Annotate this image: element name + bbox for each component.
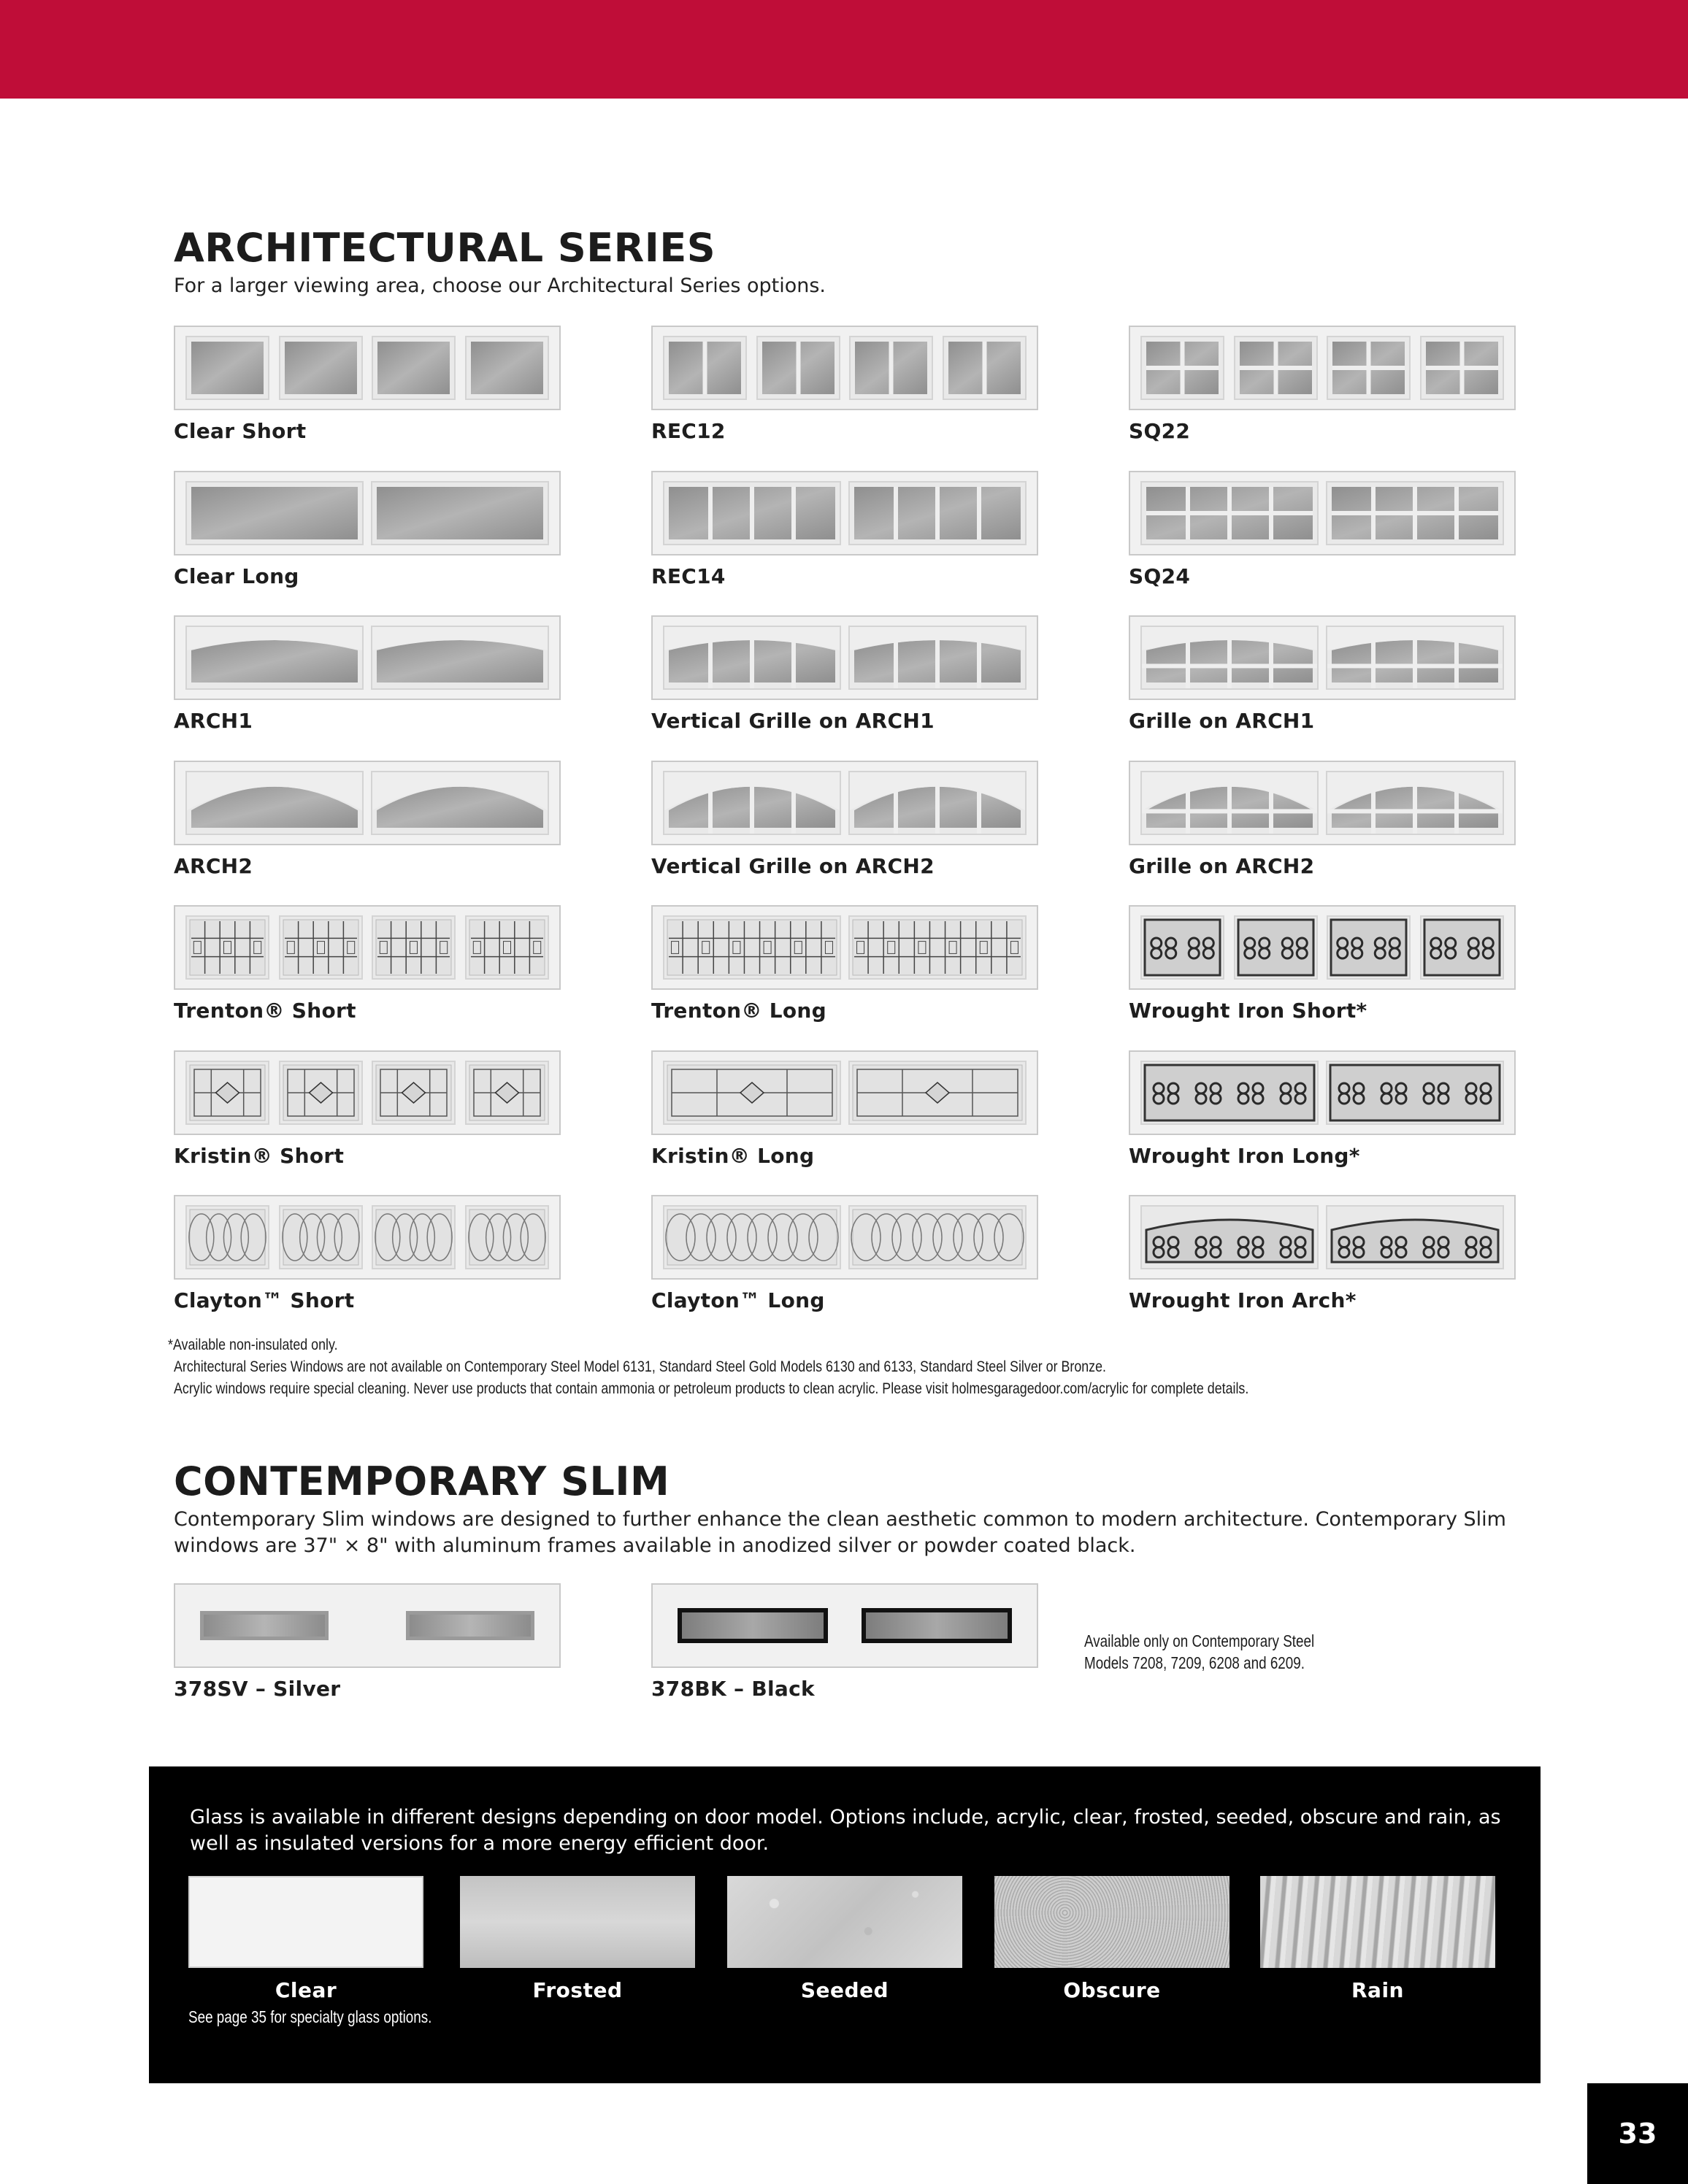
silver-slim-window-icon — [406, 1611, 534, 1640]
clayton-long-window-icon — [663, 1205, 841, 1269]
frosted-glass-swatch-icon — [460, 1876, 695, 1968]
window-option-panel — [1129, 326, 1516, 410]
arch1-window-icon — [371, 626, 549, 690]
clear-short-window-icon — [465, 336, 549, 400]
window-option-panel — [174, 615, 561, 700]
window-option-panel — [174, 1195, 561, 1280]
window-option — [174, 326, 563, 443]
wrought-iron-short-window-icon — [1327, 915, 1411, 980]
window-option-panel — [651, 1195, 1038, 1280]
obscure-glass-swatch-icon — [994, 1876, 1229, 1968]
window-option-panel — [1129, 1050, 1516, 1135]
window-option-label: Wrought Iron Long* — [1129, 1143, 1360, 1168]
black-slim-window-icon — [862, 1608, 1012, 1643]
window-option-panel — [651, 326, 1038, 410]
window-option-panel — [651, 905, 1038, 990]
slim-window-silver — [174, 1583, 563, 1701]
wrought-iron-long-window-icon — [1140, 1061, 1319, 1125]
silver-slim-window-icon — [200, 1611, 329, 1640]
kristin-long-window-icon — [848, 1061, 1027, 1125]
rain-glass-label: Rain — [1351, 1978, 1404, 2002]
window-option-label: Kristin® Long — [651, 1143, 815, 1168]
clayton-short-window-icon — [465, 1205, 549, 1269]
obscure-glass-label: Obscure — [1063, 1978, 1161, 2002]
window-option — [174, 615, 563, 733]
wrought-iron-short-window-icon — [1140, 915, 1224, 980]
rec12-window-icon — [943, 336, 1027, 400]
grille-arch1-window-icon — [1326, 626, 1504, 690]
sq22-window-icon — [1140, 336, 1224, 400]
window-option — [1129, 1195, 1518, 1312]
slim-window-silver-label: 378SV – Silver — [174, 1677, 341, 1701]
window-option — [1129, 905, 1518, 1023]
slim-availability-line-1: Available only on Contemporary Steel — [1084, 1631, 1315, 1650]
window-option-label: Trenton® Long — [651, 999, 827, 1023]
window-option — [651, 1050, 1040, 1168]
window-option — [651, 615, 1040, 733]
rain-glass-swatch-icon — [1260, 1876, 1495, 1968]
window-option-label: Vertical Grille on ARCH1 — [651, 709, 935, 733]
vertical-grille-arch2-window-icon — [663, 771, 841, 835]
window-option — [174, 905, 563, 1023]
window-option-panel — [1129, 1195, 1516, 1280]
grille-arch2-window-icon — [1326, 771, 1504, 835]
window-option — [1129, 471, 1518, 588]
window-option — [174, 761, 563, 878]
window-option-panel — [174, 761, 561, 845]
window-option-panel — [651, 761, 1038, 845]
window-option-label: REC12 — [651, 419, 726, 443]
window-option-label: Grille on ARCH1 — [1129, 709, 1315, 733]
window-option — [651, 326, 1040, 443]
kristin-long-window-icon — [663, 1061, 841, 1125]
trenton-short-window-icon — [372, 915, 456, 980]
footnote-non-insulated: *Available non-insulated only. — [168, 1337, 338, 1353]
sq22-window-icon — [1327, 336, 1411, 400]
clear-short-window-icon — [279, 336, 363, 400]
arch2-window-icon — [371, 771, 549, 835]
sq24-window-icon — [1140, 481, 1319, 545]
window-option-panel — [174, 471, 561, 555]
window-option-label: ARCH2 — [174, 853, 253, 878]
clear-long-window-icon — [185, 481, 364, 545]
window-option-panel — [1129, 905, 1516, 990]
contemporary-slim-title: CONTEMPORARY SLIM — [174, 1458, 670, 1504]
window-option-label: Clear Short — [174, 419, 307, 443]
window-option-panel — [651, 615, 1038, 700]
window-option-panel — [1129, 761, 1516, 845]
window-option-label: Clayton™ Long — [651, 1288, 825, 1312]
window-option — [651, 471, 1040, 588]
top-brand-bar — [0, 0, 1688, 99]
kristin-short-window-icon — [465, 1061, 549, 1125]
trenton-long-window-icon — [848, 915, 1027, 980]
vertical-grille-arch2-window-icon — [848, 771, 1027, 835]
window-option-panel — [1129, 471, 1516, 555]
window-option-panel — [174, 1050, 561, 1135]
window-option-label: Clayton™ Short — [174, 1288, 355, 1312]
rec12-window-icon — [663, 336, 747, 400]
clayton-short-window-icon — [185, 1205, 269, 1269]
window-option — [174, 471, 563, 588]
window-option-panel — [174, 326, 561, 410]
window-option — [1129, 761, 1518, 878]
page-number: 33 — [1587, 2083, 1688, 2184]
clear-glass-swatch-icon — [188, 1876, 423, 1968]
rec12-window-icon — [849, 336, 933, 400]
arch1-window-icon — [185, 626, 364, 690]
sq22-window-icon — [1420, 336, 1504, 400]
clear-short-window-icon — [185, 336, 269, 400]
kristin-short-window-icon — [372, 1061, 456, 1125]
clayton-short-window-icon — [372, 1205, 456, 1269]
window-option-panel — [651, 1050, 1038, 1135]
trenton-short-window-icon — [279, 915, 363, 980]
window-option-label: Grille on ARCH2 — [1129, 853, 1315, 878]
black-slim-window-icon — [678, 1608, 828, 1643]
seeded-glass-label: Seeded — [800, 1978, 889, 2002]
window-option-label: Clear Long — [174, 564, 299, 588]
trenton-short-window-icon — [185, 915, 269, 980]
sq22-window-icon — [1234, 336, 1318, 400]
window-option-label: SQ24 — [1129, 564, 1191, 588]
grille-arch1-window-icon — [1140, 626, 1319, 690]
arch2-window-icon — [185, 771, 364, 835]
window-option — [1129, 615, 1518, 733]
window-option-panel — [174, 905, 561, 990]
architectural-series-title: ARCHITECTURAL SERIES — [174, 225, 716, 271]
wrought-iron-long-window-icon — [1326, 1061, 1504, 1125]
window-option-label: Kristin® Short — [174, 1143, 345, 1168]
glass-options-panel — [149, 1766, 1541, 2083]
vertical-grille-arch1-window-icon — [663, 626, 841, 690]
slim-window-black — [651, 1583, 1040, 1701]
clayton-short-window-icon — [279, 1205, 363, 1269]
window-option — [174, 1195, 563, 1312]
footnote-acrylic-cleaning: Acrylic windows require special cleaning. Never use products that contain ammonia or petroleum products to clean acrylic. Please visit holmesgaragedoor.com/acrylic for complete details. — [174, 1380, 1249, 1397]
window-option-label: ARCH1 — [174, 709, 253, 733]
footnote-availability: Architectural Series Windows are not available on Contemporary Steel Model 6131, Standard Steel Gold Models 6130 and 6133, Standard Steel Silver or Bronze. — [174, 1358, 1107, 1375]
window-option — [651, 1195, 1040, 1312]
window-option — [174, 1050, 563, 1168]
seeded-glass-swatch-icon — [727, 1876, 962, 1968]
clear-long-window-icon — [371, 481, 549, 545]
specialty-glass-note: See page 35 for specialty glass options. — [188, 2007, 432, 2026]
frosted-glass-label: Frosted — [532, 1978, 623, 2002]
kristin-short-window-icon — [185, 1061, 269, 1125]
grille-arch2-window-icon — [1140, 771, 1319, 835]
rec14-window-icon — [663, 481, 841, 545]
window-option-label: Trenton® Short — [174, 999, 356, 1023]
vertical-grille-arch1-window-icon — [848, 626, 1027, 690]
clayton-long-window-icon — [848, 1205, 1027, 1269]
wrought-iron-short-window-icon — [1234, 915, 1318, 980]
window-option-label: SQ22 — [1129, 419, 1191, 443]
sq24-window-icon — [1326, 481, 1504, 545]
slim-window-black-panel — [651, 1583, 1038, 1668]
window-option — [1129, 1050, 1518, 1168]
window-option-label: REC14 — [651, 564, 726, 588]
kristin-short-window-icon — [279, 1061, 363, 1125]
architectural-series-intro: For a larger viewing area, choose our Architectural Series options. — [174, 274, 826, 297]
wrought-iron-arch-window-icon — [1140, 1205, 1319, 1269]
rec14-window-icon — [848, 481, 1027, 545]
window-option-label: Wrought Iron Short* — [1129, 999, 1367, 1023]
window-option-label: Wrought Iron Arch* — [1129, 1288, 1357, 1312]
rec12-window-icon — [756, 336, 840, 400]
window-option — [651, 905, 1040, 1023]
slim-window-silver-panel — [174, 1583, 561, 1668]
glass-options-text: Glass is available in different designs depending on door model. Options include, acrylic, clear, frosted, seeded, obscure and rain, as well as insulated versions for a more energy efficient door. — [190, 1806, 1501, 1855]
window-option — [651, 761, 1040, 878]
trenton-short-window-icon — [465, 915, 549, 980]
slim-availability-line-2: Models 7208, 7209, 6208 and 6209. — [1084, 1653, 1305, 1672]
window-option — [1129, 326, 1518, 443]
trenton-long-window-icon — [663, 915, 841, 980]
slim-availability-note — [1084, 1630, 1314, 1674]
clear-glass-label: Clear — [275, 1978, 337, 2002]
contemporary-slim-intro: Contemporary Slim windows are designed to further enhance the clean aesthetic common to modern architecture. Contemporary Slim windows are 37" × 8" with aluminum frames available in anodized silver or powder coated black. — [174, 1508, 1506, 1557]
clear-short-window-icon — [372, 336, 456, 400]
wrought-iron-short-window-icon — [1420, 915, 1504, 980]
wrought-iron-arch-window-icon — [1326, 1205, 1504, 1269]
window-option-label: Vertical Grille on ARCH2 — [651, 853, 935, 878]
slim-window-black-label: 378BK – Black — [651, 1677, 815, 1701]
window-option-panel — [1129, 615, 1516, 700]
window-option-panel — [651, 471, 1038, 555]
